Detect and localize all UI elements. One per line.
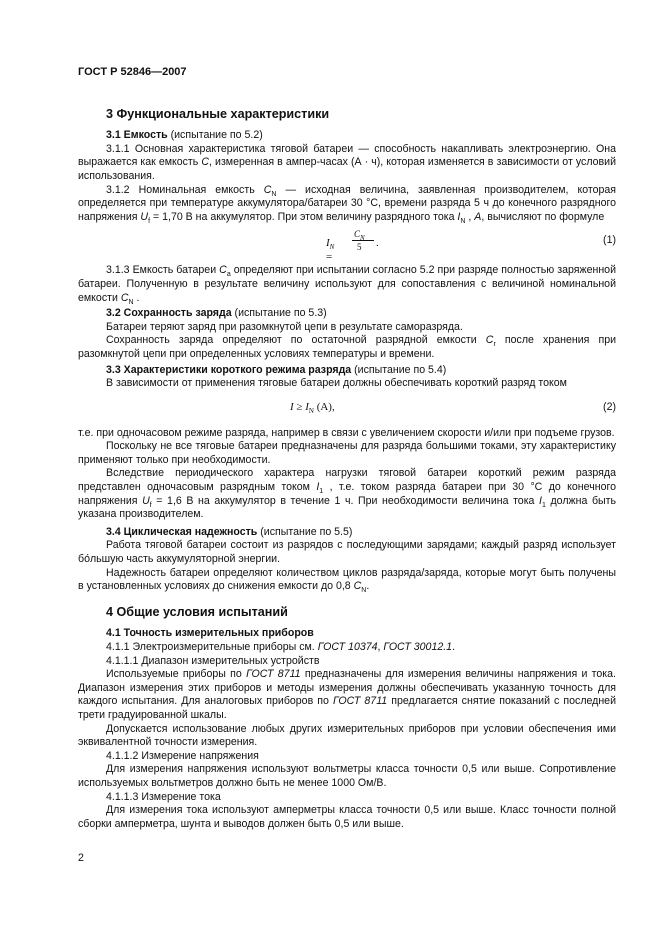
formula-1-number: (1): [603, 234, 616, 247]
paragraph-3-2-2: Сохранность заряда определяют по остаточной разрядной емкости $C_r$ после хранения при разомкнутой цепи при определенных условиях температуры и времени.: [78, 334, 616, 360]
paragraph-3-2-1: Батареи теряют заряд при разомкнутой цепи в результате саморазряда.: [106, 320, 463, 333]
section-4-title: 4 Общие условия испытаний: [106, 604, 288, 619]
subsection-3-1-label: 3.1 Емкость: [106, 129, 168, 142]
paragraph-3-3-4: Вследствие периодического характера нагрузки тяговой батареи короткий режим разряда представлен одночасовым разрядным током $I_1$ , т.е. током разряда батареи при 30 °С до конечного напряжения $U_f = 1,6$ В на аккумулятор в течение 1 ч. При необходимости величина тока $I_1$ должна быть указана производителем.: [78, 467, 616, 521]
section-3-title: 3 Функциональные характеристики: [106, 106, 330, 121]
subsection-3-4-title: 3.4 Циклическая надежность (испытание по 5.5): [106, 525, 353, 538]
subsection-3-3-title: 3.3 Характеристики короткого режима разряда (испытание по 5.4): [106, 363, 447, 376]
document-header: ГОСТ Р 52846—2007: [78, 66, 187, 78]
subsection-3-2-title: 3.2 Сохранность заряда (испытание по 5.3): [106, 307, 327, 320]
subsection-3-1-note: (испытание по 5.2): [167, 129, 263, 142]
formula-2-expression: $I \ge I_N$ (А),: [290, 400, 335, 415]
paragraph-3-1-2: 3.1.2 Номинальная емкость $C_N$ — исходная величина, заявленная производителем, которая определяется при температуре аккумулятора/батареи 30 °С, времени разряда 5 ч до конечного разрядного напряжения $U_f = 1,70$ В на аккумулятор. При этом величину разрядного тока $I_N$ , A, вычисляют по формуле: [78, 183, 617, 225]
formula-2: [78, 397, 616, 419]
subsection-3-1-title: [106, 129, 616, 143]
formula-2-number: (2): [603, 400, 616, 413]
paragraph-3-3-3: Поскольку не все тяговые батареи предназначены для разряда большими токами, эту характеристику применяют только при необходимости.: [78, 440, 616, 466]
formula-1: $I_N$ = $C_N$ 5 . (1): [326, 229, 616, 263]
paragraph-3-1-3: 3.1.3 Емкость батареи $C_a$ определяют при испытании согласно 5.2 при разряде полностью заряженной батареи. Полученную в результате величину используют для сопоставления с величиной номинальной емкости $C_N$ .: [78, 264, 616, 306]
paragraph-3-4-2: Надежность батареи определяют количеством циклов разряда/заряда, которые могут быть получены в установленных условиях до снижения емкости до 0,8 $C_N$.: [78, 566, 616, 595]
paragraph-4-1-1-1-a: Используемые приборы по ГОСТ 8711 предназначены для измерения величины напряжения и тока. Диапазон измерения этих приборов и методы измерения должны обеспечивать указанную точность для каждого испытания. Для аналоговых приборов по ГОСТ 8711 предлагается снятие показаний с последней трети градуированной шкалы.: [78, 668, 616, 721]
heading-4-1-1-3: 4.1.1.3 Измерение тока: [106, 790, 221, 803]
paragraph-3-1-1: 3.1.1 Основная характеристика тяговой батареи — способность накапливать электроэнергию. Она выражается как емкость C, измеренная в ампер-часах (А · ч), которая изменяется в зависимости от условий использования.: [78, 142, 616, 182]
fraction-bar: [352, 240, 374, 241]
page-number: 2: [78, 852, 84, 864]
paragraph-3-3-2: т.е. при одночасовом режиме разряда, например в связи с увеличением скорости и/или при подъеме грузов.: [78, 426, 615, 439]
paragraph-4-1-1-2: Для измерения напряжения используют вольтметры класса точности 0,5 или выше. Сопротивление используемых вольтметров должно быть не менее 1000 Ом/В.: [78, 763, 616, 789]
heading-4-1-1-1: 4.1.1.1 Диапазон измерительных устройств: [106, 654, 320, 667]
paragraph-4-1-1: 4.1.1 Электроизмерительные приборы см. ГОСТ 10374, ГОСТ 30012.1.: [106, 641, 456, 653]
paragraph-4-1-1-1-b: Допускается использование любых других измерительных приборов при условии обеспечения ими эквивалентной точности измерения.: [78, 722, 616, 749]
heading-4-1-1-2: 4.1.1.2 Измерение напряжения: [106, 749, 259, 762]
paragraph-3-4-1: Работа тяговой батареи состоит из разрядов с последующими зарядами; каждый разряд использует бо́льшую часть аккумуляторной энергии.: [78, 539, 616, 566]
paragraph-4-1-1-3: Для измерения тока используют амперметры класса точности 0,5 или выше. Класс точности полной сборки амперметра, шунта и выводов должен быть 0,5 или выше.: [78, 804, 616, 830]
subsection-4-1-title: 4.1 Точность измерительных приборов: [106, 627, 314, 640]
paragraph-3-3-1: В зависимости от применения тяговые батареи должны обеспечивать короткий разряд током: [106, 377, 567, 390]
document-page: [78, 66, 616, 831]
